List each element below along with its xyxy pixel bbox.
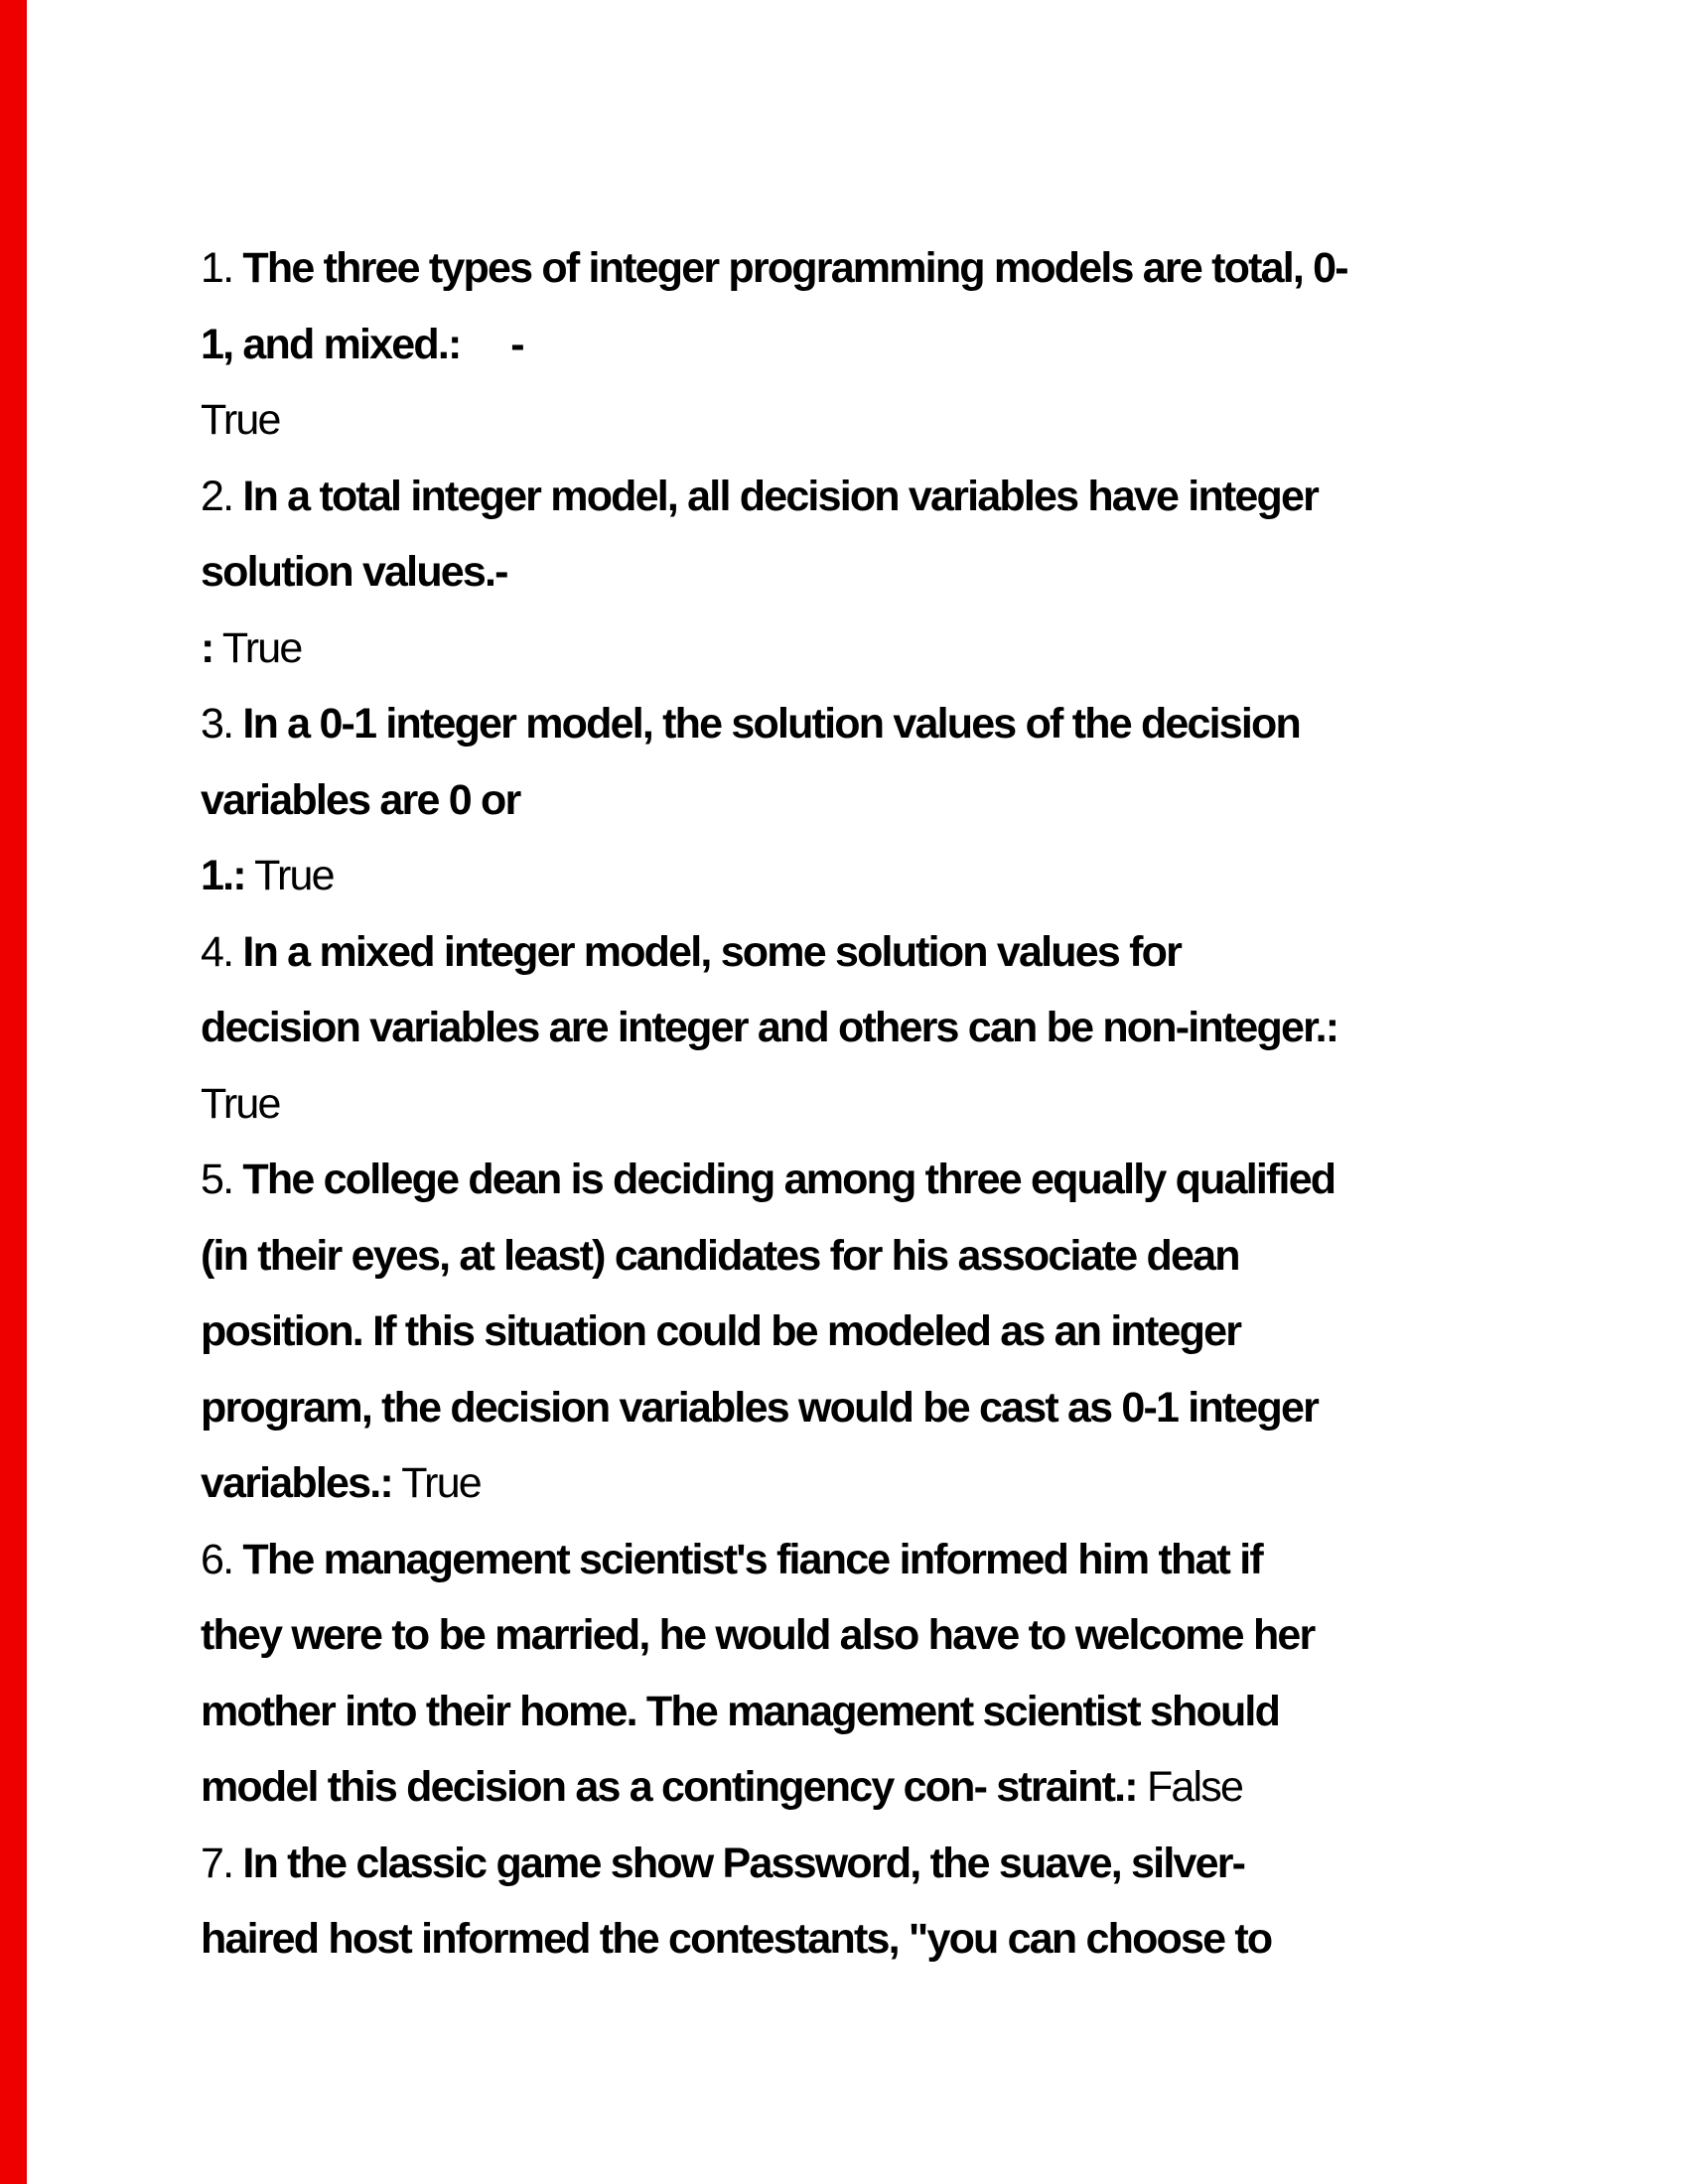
question-text-segment: solution values.- — [201, 548, 507, 596]
plain-text-segment: 5. — [201, 1156, 243, 1203]
plain-text-segment: 2. — [201, 472, 243, 520]
text-line — [201, 1294, 1551, 1370]
text-line — [201, 382, 1551, 459]
question-text-segment: (in their eyes, at least) candidates for his associate dean — [201, 1231, 1239, 1280]
text-line — [201, 990, 1551, 1066]
text-line — [201, 1826, 1551, 1902]
question-text-segment: In a total integer model, all decision variables have integer — [242, 472, 1319, 520]
question-text-segment: The management scientist's fiance informed him that if — [242, 1535, 1262, 1583]
plain-text-segment: 4. — [201, 927, 243, 976]
document-text-block — [201, 230, 1551, 1978]
text-line — [201, 686, 1551, 762]
text-line — [201, 1370, 1551, 1446]
plain-text-segment: 1. — [201, 244, 243, 292]
question-text-segment: : — [201, 623, 213, 672]
question-text-segment: mother into their home. The management scientist should — [201, 1687, 1280, 1735]
text-line — [201, 1522, 1551, 1598]
text-line — [201, 914, 1551, 991]
plain-text-segment: True — [212, 623, 302, 672]
text-line — [201, 1674, 1551, 1750]
question-text-segment: variables are 0 or — [201, 775, 520, 824]
text-line — [201, 1901, 1551, 1978]
question-text-segment: The college dean is deciding among three equally qualified — [242, 1156, 1336, 1203]
question-text-segment: variables.: — [201, 1459, 392, 1507]
question-text-segment: 1.: — [201, 852, 245, 899]
text-line — [201, 1142, 1551, 1218]
question-text-segment: 1, and mixed.: - — [201, 320, 523, 368]
text-line — [201, 230, 1551, 307]
text-line — [201, 838, 1551, 914]
text-line — [201, 307, 1551, 383]
question-text-segment: program, the decision variables would be cast as 0-1 integer — [201, 1383, 1319, 1432]
left-edge-accent-bar — [0, 0, 27, 2184]
text-line — [201, 534, 1551, 611]
text-line — [201, 1218, 1551, 1295]
question-text-segment: The three types of integer programming models are total, 0- — [242, 244, 1347, 292]
text-line — [201, 459, 1551, 535]
text-line — [201, 1066, 1551, 1143]
question-text-segment: In a 0-1 integer model, the solution values of the decision — [242, 700, 1300, 748]
text-line — [201, 611, 1551, 687]
question-text-segment: In the classic game show Password, the suave, silver- — [242, 1839, 1245, 1887]
plain-text-segment: 6. — [201, 1535, 243, 1583]
plain-text-segment: True — [244, 852, 334, 899]
text-line — [201, 1597, 1551, 1674]
question-text-segment: model this decision as a contingency con- straint.: — [201, 1763, 1137, 1811]
plain-text-segment: True — [391, 1459, 481, 1507]
plain-text-segment: 3. — [201, 700, 243, 748]
plain-text-segment: 7. — [201, 1839, 243, 1887]
question-text-segment: haired host informed the contestants, "you can choose to — [201, 1915, 1272, 1963]
question-text-segment: In a mixed integer model, some solution values for — [242, 927, 1182, 976]
text-line — [201, 762, 1551, 839]
question-text-segment: they were to be married, he would also have to welcome her — [201, 1611, 1315, 1659]
text-line — [201, 1445, 1551, 1522]
plain-text-segment: True — [201, 1079, 280, 1128]
question-text-segment: position. If this situation could be modeled as an integer — [201, 1307, 1241, 1355]
question-text-segment: decision variables are integer and others can be non-integer.: — [201, 1004, 1338, 1051]
text-line — [201, 1749, 1551, 1826]
plain-text-segment: False — [1136, 1763, 1243, 1811]
plain-text-segment: True — [201, 396, 280, 444]
